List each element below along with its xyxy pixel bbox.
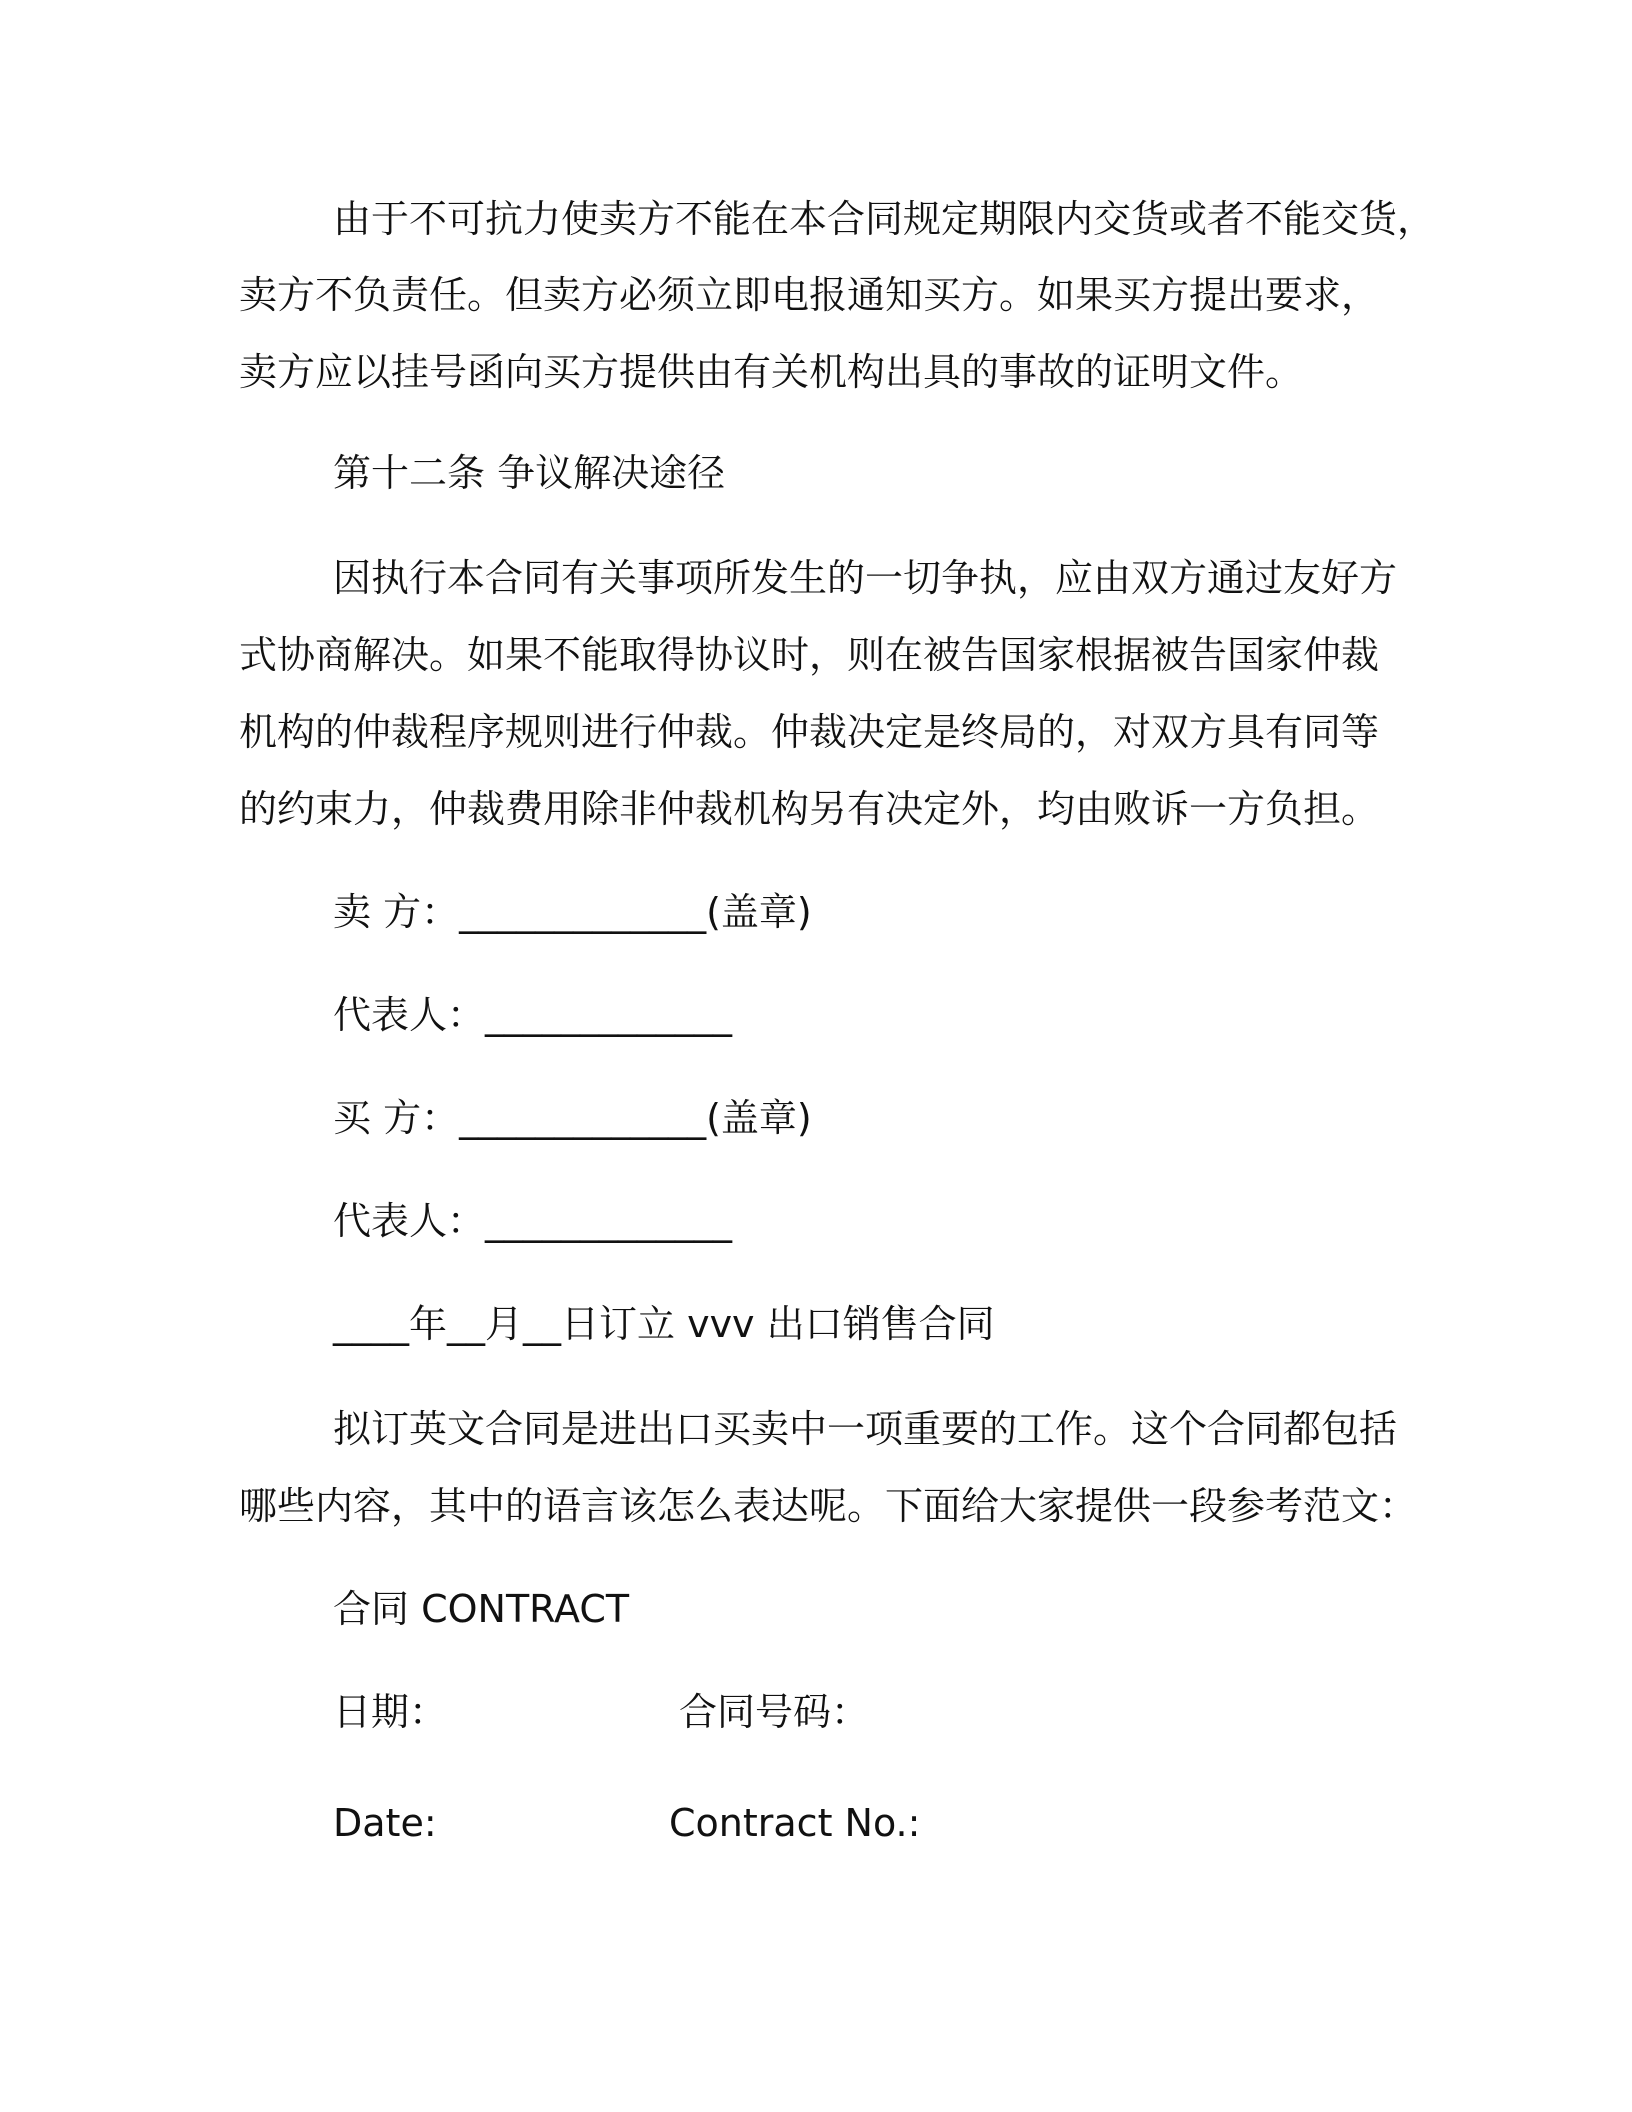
seller-representative: 代表人：_____________ <box>333 993 733 1037</box>
date-label-cn: 日期： <box>333 1690 448 1734</box>
contract-number-label-cn: 合同号码： <box>679 1690 870 1734</box>
article-12-heading: 第十二条 争议解决途径 <box>333 451 726 495</box>
buyer-representative: 代表人：_____________ <box>333 1199 733 1243</box>
intro-line-2: 哪些内容，其中的语言该怎么表达呢。下面给大家提供一段参考范文： <box>239 1484 1418 1528</box>
article-12-line-3: 机构的仲裁程序规则进行仲裁。仲裁决定是终局的，对双方具有同等 <box>239 710 1380 754</box>
article-12-line-4: 的约束力，仲裁费用除非仲裁机构另有决定外，均由败诉一方负担。 <box>239 787 1380 831</box>
force-majeure-line-2: 卖方不负责任。但卖方必须立即电报通知买方。如果买方提出要求， <box>239 273 1380 317</box>
article-12-line-2: 式协商解决。如果不能取得协议时，则在被告国家根据被告国家仲裁 <box>239 633 1380 677</box>
contract-title: 合同 CONTRACT <box>333 1587 630 1631</box>
contract-date-line: ____年__月__日订立 vvv 出口销售合同 <box>333 1302 995 1346</box>
buyer-signature: 买 方：_____________(盖章) <box>333 1096 812 1140</box>
article-12-line-1: 因执行本合同有关事项所发生的一切争执，应由双方通过友好方 <box>333 556 1398 600</box>
date-label-en: Date: <box>333 1801 437 1845</box>
contract-number-label-en: Contract No.: <box>669 1801 921 1845</box>
seller-signature: 卖 方：_____________(盖章) <box>333 890 812 934</box>
force-majeure-line-3: 卖方应以挂号函向买方提供由有关机构出具的事故的证明文件。 <box>239 350 1304 394</box>
force-majeure-line-1: 由于不可抗力使卖方不能在本合同规定期限内交货或者不能交货， <box>333 197 1436 241</box>
intro-line-1: 拟订英文合同是进出口买卖中一项重要的工作。这个合同都包括 <box>333 1407 1398 1451</box>
